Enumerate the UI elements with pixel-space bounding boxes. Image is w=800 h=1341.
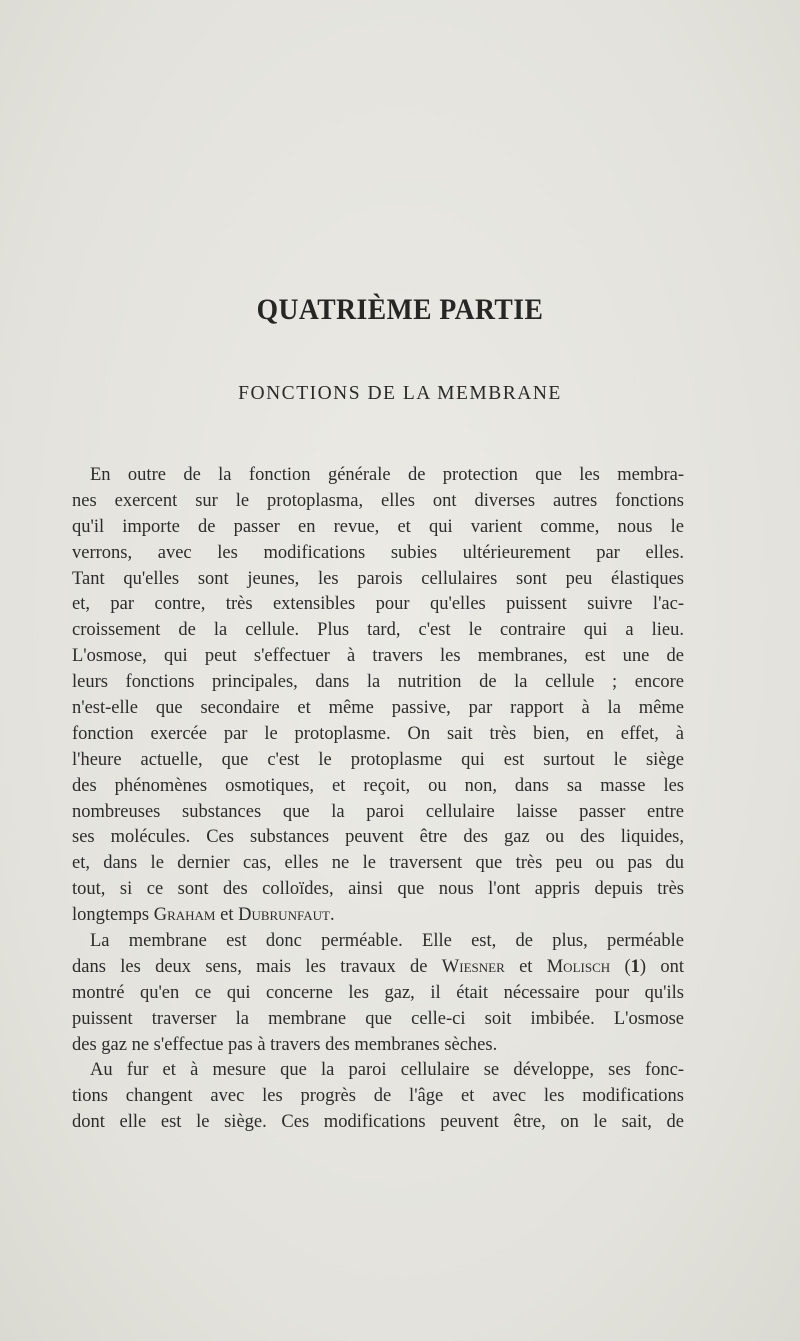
section-title: FONCTIONS DE LA MEMBRANE <box>238 383 562 404</box>
paragraph-line: L'osmose, qui peut s'effectuer à travers les membranes, est une de <box>72 646 684 667</box>
paragraph-line: des gaz ne s'effectue pas à travers des membranes sèches. <box>72 1034 498 1055</box>
author-name: Dubrunfaut <box>238 905 330 926</box>
author-name: Graham <box>153 905 216 926</box>
paragraph-line: et, dans le dernier cas, elles ne le traversent que très peu ou pas du <box>72 853 684 874</box>
paragraph-line: dont elle est le siège. Ces modifications peuvent être, on le sait, de <box>72 1112 684 1133</box>
paragraph-line: qu'il importe de passer en revue, et qui varient comme, nous le <box>72 516 684 537</box>
paragraph-line: tions changent avec les progrès de l'âge et avec les modifications <box>72 1086 684 1107</box>
author-name: Wiesner <box>441 956 505 977</box>
paragraph-line: Au fur et à mesure que la paroi cellulaire se développe, ses fonc- <box>90 1060 684 1081</box>
line-text: ) ont <box>639 956 684 977</box>
author-name: Molisch <box>546 956 611 977</box>
paragraph-line: croissement de la cellule. Plus tard, c'est le contraire qui a lieu. <box>72 620 684 641</box>
paragraph-line: tout, si ce sont des colloïdes, ainsi que nous l'ont appris depuis très <box>72 879 684 900</box>
line-text: ( <box>610 956 631 977</box>
paragraph-line: La membrane est donc perméable. Elle est, de plus, perméable <box>90 931 684 952</box>
paragraph-line: des phénomènes osmotiques, et reçoit, ou non, dans sa masse les <box>72 775 684 796</box>
body-text <box>72 463 684 1136</box>
line-text: . <box>329 905 335 926</box>
part-title: QUATRIÈME PARTIE <box>256 293 544 326</box>
paragraph-line: leurs fonctions principales, dans la nutrition de la cellule ; encore <box>72 672 684 693</box>
paragraph-line: Tant qu'elles sont jeunes, les parois cellulaires sont peu élastiques <box>72 568 684 589</box>
paragraph-line: n'est-elle que secondaire et même passive, par rapport à la même <box>72 698 684 719</box>
paragraph-line: montré qu'en ce qui concerne les gaz, il était nécessaire pour qu'ils <box>72 982 684 1003</box>
paragraph-line: fonction exercée par le protoplasme. On sait très bien, en effet, à <box>72 723 684 744</box>
paragraph-line: nes exercent sur le protoplasma, elles ont diverses autres fonctions <box>72 490 684 511</box>
paragraph-line <box>72 903 684 929</box>
paragraph-line: l'heure actuelle, que c'est le protoplasme qui est surtout le siège <box>72 749 684 770</box>
paragraph-line: verrons, avec les modifications subies ultérieurement par elles. <box>72 542 684 563</box>
paragraph-line: En outre de la fonction générale de protection que les membra- <box>90 465 684 485</box>
paragraph-line: nombreuses substances que la paroi cellulaire laisse passer entre <box>72 801 684 822</box>
paragraph-line: et, par contre, très extensibles pour qu'elles puissent suivre l'ac- <box>72 594 684 615</box>
line-text: longtemps <box>72 905 154 926</box>
paragraph-line: puissent traverser la membrane que celle-ci soit imbibée. L'osmose <box>72 1008 684 1029</box>
paragraph-line: ses molécules. Ces substances peuvent être des gaz ou des liquides, <box>72 827 684 848</box>
paragraph-line <box>72 955 684 981</box>
line-text: dans les deux sens, mais les travaux de <box>72 956 442 977</box>
line-text: et <box>215 905 239 926</box>
line-text: et <box>504 956 547 977</box>
footnote-ref: 1 <box>630 956 640 977</box>
